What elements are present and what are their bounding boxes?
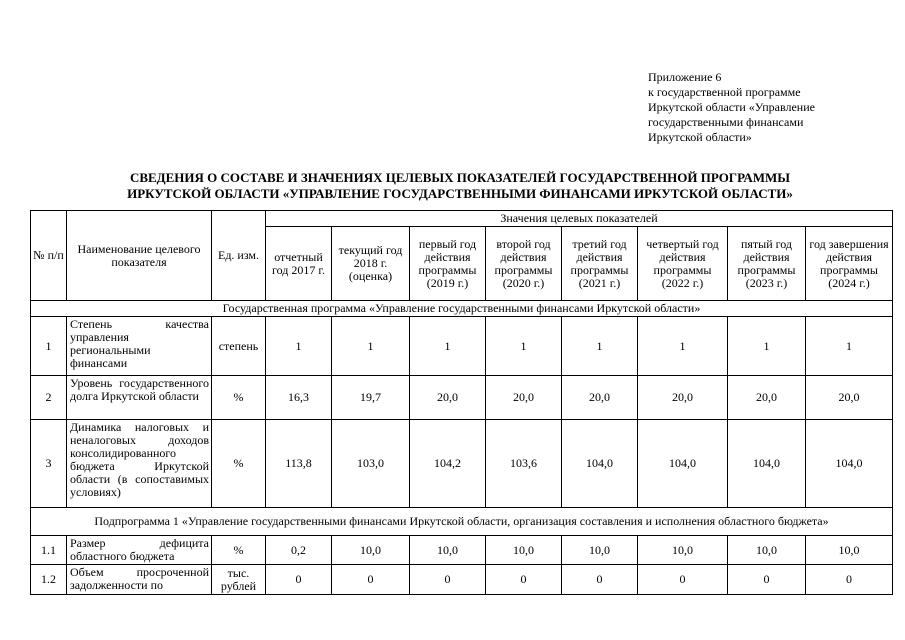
- row-num: 3: [31, 420, 67, 508]
- row-value: 0: [728, 565, 806, 595]
- header-year: отчетный год 2017 г.: [266, 227, 332, 301]
- row-value: 10,0: [332, 536, 410, 565]
- row-value: 1: [562, 317, 638, 376]
- row-value: 10,0: [638, 536, 728, 565]
- indicators-table: [30, 210, 893, 595]
- title-line: ИРКУТСКОЙ ОБЛАСТИ «УПРАВЛЕНИЕ ГОСУДАРСТВЕННЫМИ ФИНАНСАМИ ИРКУТСКОЙ ОБЛАСТИ»: [127, 186, 793, 201]
- row-value: 0: [332, 565, 410, 595]
- table-row: [31, 565, 893, 595]
- row-value: 104,0: [638, 420, 728, 508]
- appendix-line: к государственной программе: [648, 85, 801, 99]
- row-value: 1: [266, 317, 332, 376]
- row-unit: %: [212, 536, 266, 565]
- row-name: Объем просроченной задолженности по: [67, 565, 212, 595]
- section-title: Подпрограмма 1 «Управление государственными финансами Иркутской области, организация составления и исполнения областного бюджета»: [31, 508, 893, 536]
- header-row-group: [31, 211, 893, 227]
- row-name: Уровень государственного долга Иркутской области: [67, 376, 212, 420]
- row-value: 0,2: [266, 536, 332, 565]
- row-num: 1.1: [31, 536, 67, 565]
- row-unit: %: [212, 376, 266, 420]
- row-value: 1: [486, 317, 562, 376]
- table-row: [31, 376, 893, 420]
- row-value: 103,0: [332, 420, 410, 508]
- row-value: 1: [638, 317, 728, 376]
- header-year: четвертый год действия программы (2022 г.): [638, 227, 728, 301]
- header-year: второй год действия программы (2020 г.): [486, 227, 562, 301]
- header-year: год завершения действия программы (2024 г.): [806, 227, 893, 301]
- row-value: 0: [410, 565, 486, 595]
- row-value: 0: [638, 565, 728, 595]
- row-value: 20,0: [806, 376, 893, 420]
- row-unit: %: [212, 420, 266, 508]
- header-year: пятый год действия программы (2023 г.): [728, 227, 806, 301]
- row-value: 0: [266, 565, 332, 595]
- row-num: 1.2: [31, 565, 67, 595]
- document-title: [60, 170, 860, 202]
- row-num: 1: [31, 317, 67, 376]
- appendix-line: Приложение 6: [648, 70, 722, 84]
- row-value: 20,0: [728, 376, 806, 420]
- row-unit: степень: [212, 317, 266, 376]
- header-name: Наименование целевого показателя: [67, 211, 212, 301]
- row-value: 19,7: [332, 376, 410, 420]
- row-value: 20,0: [638, 376, 728, 420]
- row-name: Динамика налоговых и неналоговых доходов консолидированного бюджета Иркутской области (в сопоставимых условиях): [67, 420, 212, 508]
- row-value: 103,6: [486, 420, 562, 508]
- row-value: 104,0: [728, 420, 806, 508]
- row-value: 20,0: [486, 376, 562, 420]
- appendix-note: [648, 70, 888, 145]
- appendix-line: государственными финансами: [648, 115, 804, 129]
- section-title: Государственная программа «Управление государственными финансами Иркутской области»: [31, 301, 893, 317]
- row-name: Размер дефицита областного бюджета: [67, 536, 212, 565]
- row-value: 10,0: [410, 536, 486, 565]
- header-unit: Ед. изм.: [212, 211, 266, 301]
- row-value: 0: [486, 565, 562, 595]
- row-value: 104,0: [806, 420, 893, 508]
- row-value: 20,0: [562, 376, 638, 420]
- section-row: [31, 301, 893, 317]
- row-num: 2: [31, 376, 67, 420]
- title-line: СВЕДЕНИЯ О СОСТАВЕ И ЗНАЧЕНИЯХ ЦЕЛЕВЫХ ПОКАЗАТЕЛЕЙ ГОСУДАРСТВЕННОЙ ПРОГРАММЫ: [129, 170, 791, 185]
- table-row: [31, 536, 893, 565]
- row-value: 1: [410, 317, 486, 376]
- row-value: 10,0: [486, 536, 562, 565]
- row-value: 104,2: [410, 420, 486, 508]
- row-value: 1: [806, 317, 893, 376]
- header-year: первый год действия программы (2019 г.): [410, 227, 486, 301]
- table-row: [31, 420, 893, 508]
- row-name: Степень качества управления региональными финансами: [67, 317, 212, 376]
- header-num: № п/п: [31, 211, 67, 301]
- row-value: 10,0: [806, 536, 893, 565]
- row-value: 1: [332, 317, 410, 376]
- header-year: третий год действия программы (2021 г.): [562, 227, 638, 301]
- header-year: текущий год 2018 г. (оценка): [332, 227, 410, 301]
- header-values-group: Значения целевых показателей: [266, 211, 893, 227]
- row-value: 10,0: [562, 536, 638, 565]
- appendix-line: Иркутской области»: [648, 130, 752, 144]
- row-value: 0: [806, 565, 893, 595]
- table-row: [31, 317, 893, 376]
- row-value: 10,0: [728, 536, 806, 565]
- row-value: 104,0: [562, 420, 638, 508]
- row-value: 16,3: [266, 376, 332, 420]
- row-value: 1: [728, 317, 806, 376]
- appendix-line: Иркутской области «Управление: [648, 100, 815, 114]
- row-value: 0: [562, 565, 638, 595]
- row-value: 20,0: [410, 376, 486, 420]
- row-value: 113,8: [266, 420, 332, 508]
- row-unit: тыс. рублей: [212, 565, 266, 595]
- section-row: [31, 508, 893, 536]
